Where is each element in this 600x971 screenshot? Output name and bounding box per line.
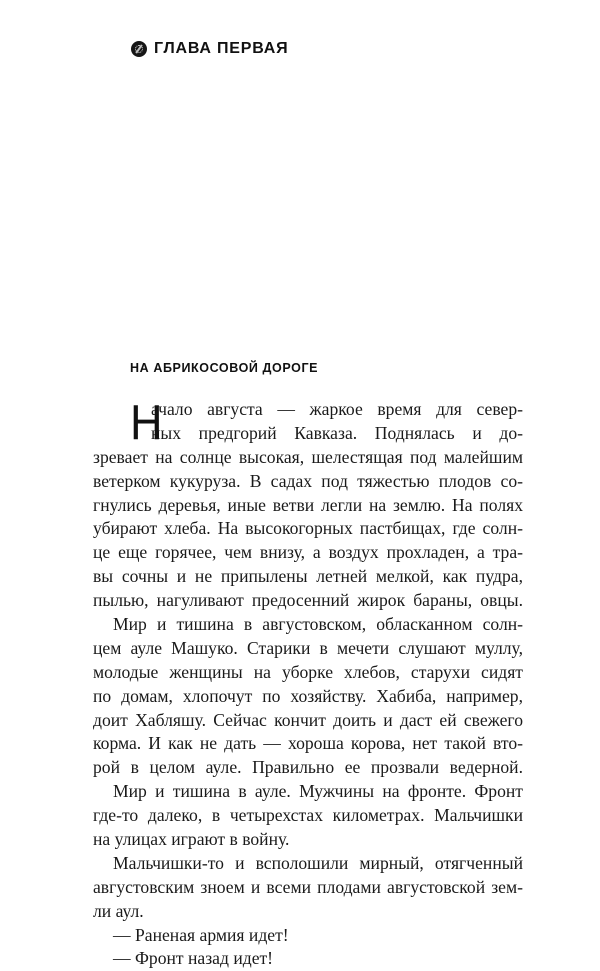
text-line: убирают хлеба. На высокогорных пастбищах, где солн- <box>93 518 523 539</box>
text-line: ачало августа — жаркое время для север- <box>151 399 523 419</box>
body-text <box>93 398 523 971</box>
text-line: ли аул. <box>93 900 144 921</box>
text-line: доит Хабляшу. Сейчас кончит доить и даст ей свежего <box>93 709 523 730</box>
text-line: цем ауле Машуко. Старики в мечети слушают муллу, <box>93 637 523 658</box>
text-line: где-то далеко, в четырехстах километрах. Мальчишки <box>93 805 523 826</box>
text-line: вы сочны и не припылены летней мелкой, как пудра, <box>93 566 523 587</box>
dialogue-line: — Раненая армия идет! <box>113 924 289 945</box>
text-line: по домам, хлопочут по хозяйству. Хабиба, например, <box>93 685 523 706</box>
text-line: гнулись деревья, иные ветви легли на землю. На полях <box>93 494 523 515</box>
text-line: ных предгорий Кавказа. Поднялась и до- <box>151 422 523 443</box>
dialogue-line: — Фронт назад идет! <box>113 948 274 969</box>
text-line: пылью, нагуливают предосенний жирок бараны, овцы. <box>93 590 523 611</box>
round-ornament-icon <box>131 41 147 57</box>
chapter-title: ГЛАВА ПЕРВАЯ <box>154 40 289 57</box>
chapter-heading <box>131 40 288 58</box>
text-line: зревает на солнце высокая, шелестящая под малейшим <box>93 446 523 467</box>
text-line: Мальчишки-то и всполошили мирный, отягченный <box>113 852 523 873</box>
text-line: Мир и тишина в августовском, обласканном солн- <box>113 614 523 635</box>
text-line: рой в целом ауле. Правильно ее прозвали ведерной. <box>93 757 523 778</box>
text-line: августовским зноем и всеми плодами августовской зем- <box>93 876 523 897</box>
section-title: НА АБРИКОСОВОЙ ДОРОГЕ <box>130 361 319 375</box>
text-line: Мир и тишина в ауле. Мужчины на фронте. Фронт <box>113 781 523 802</box>
text-line: це еще горячее, чем внизу, а воздух прохладен, а тра- <box>93 542 523 563</box>
text-line: молодые женщины на уборке хлебов, старухи сидят <box>93 661 523 682</box>
text-line: на улицах играют в войну. <box>93 829 290 850</box>
drop-cap: Н <box>130 396 163 450</box>
text-line: корма. И как не дать — хороша корова, нет такой вто- <box>93 733 523 754</box>
text-line: ветерком кукуруза. В садах под тяжестью плодов со- <box>93 470 523 491</box>
